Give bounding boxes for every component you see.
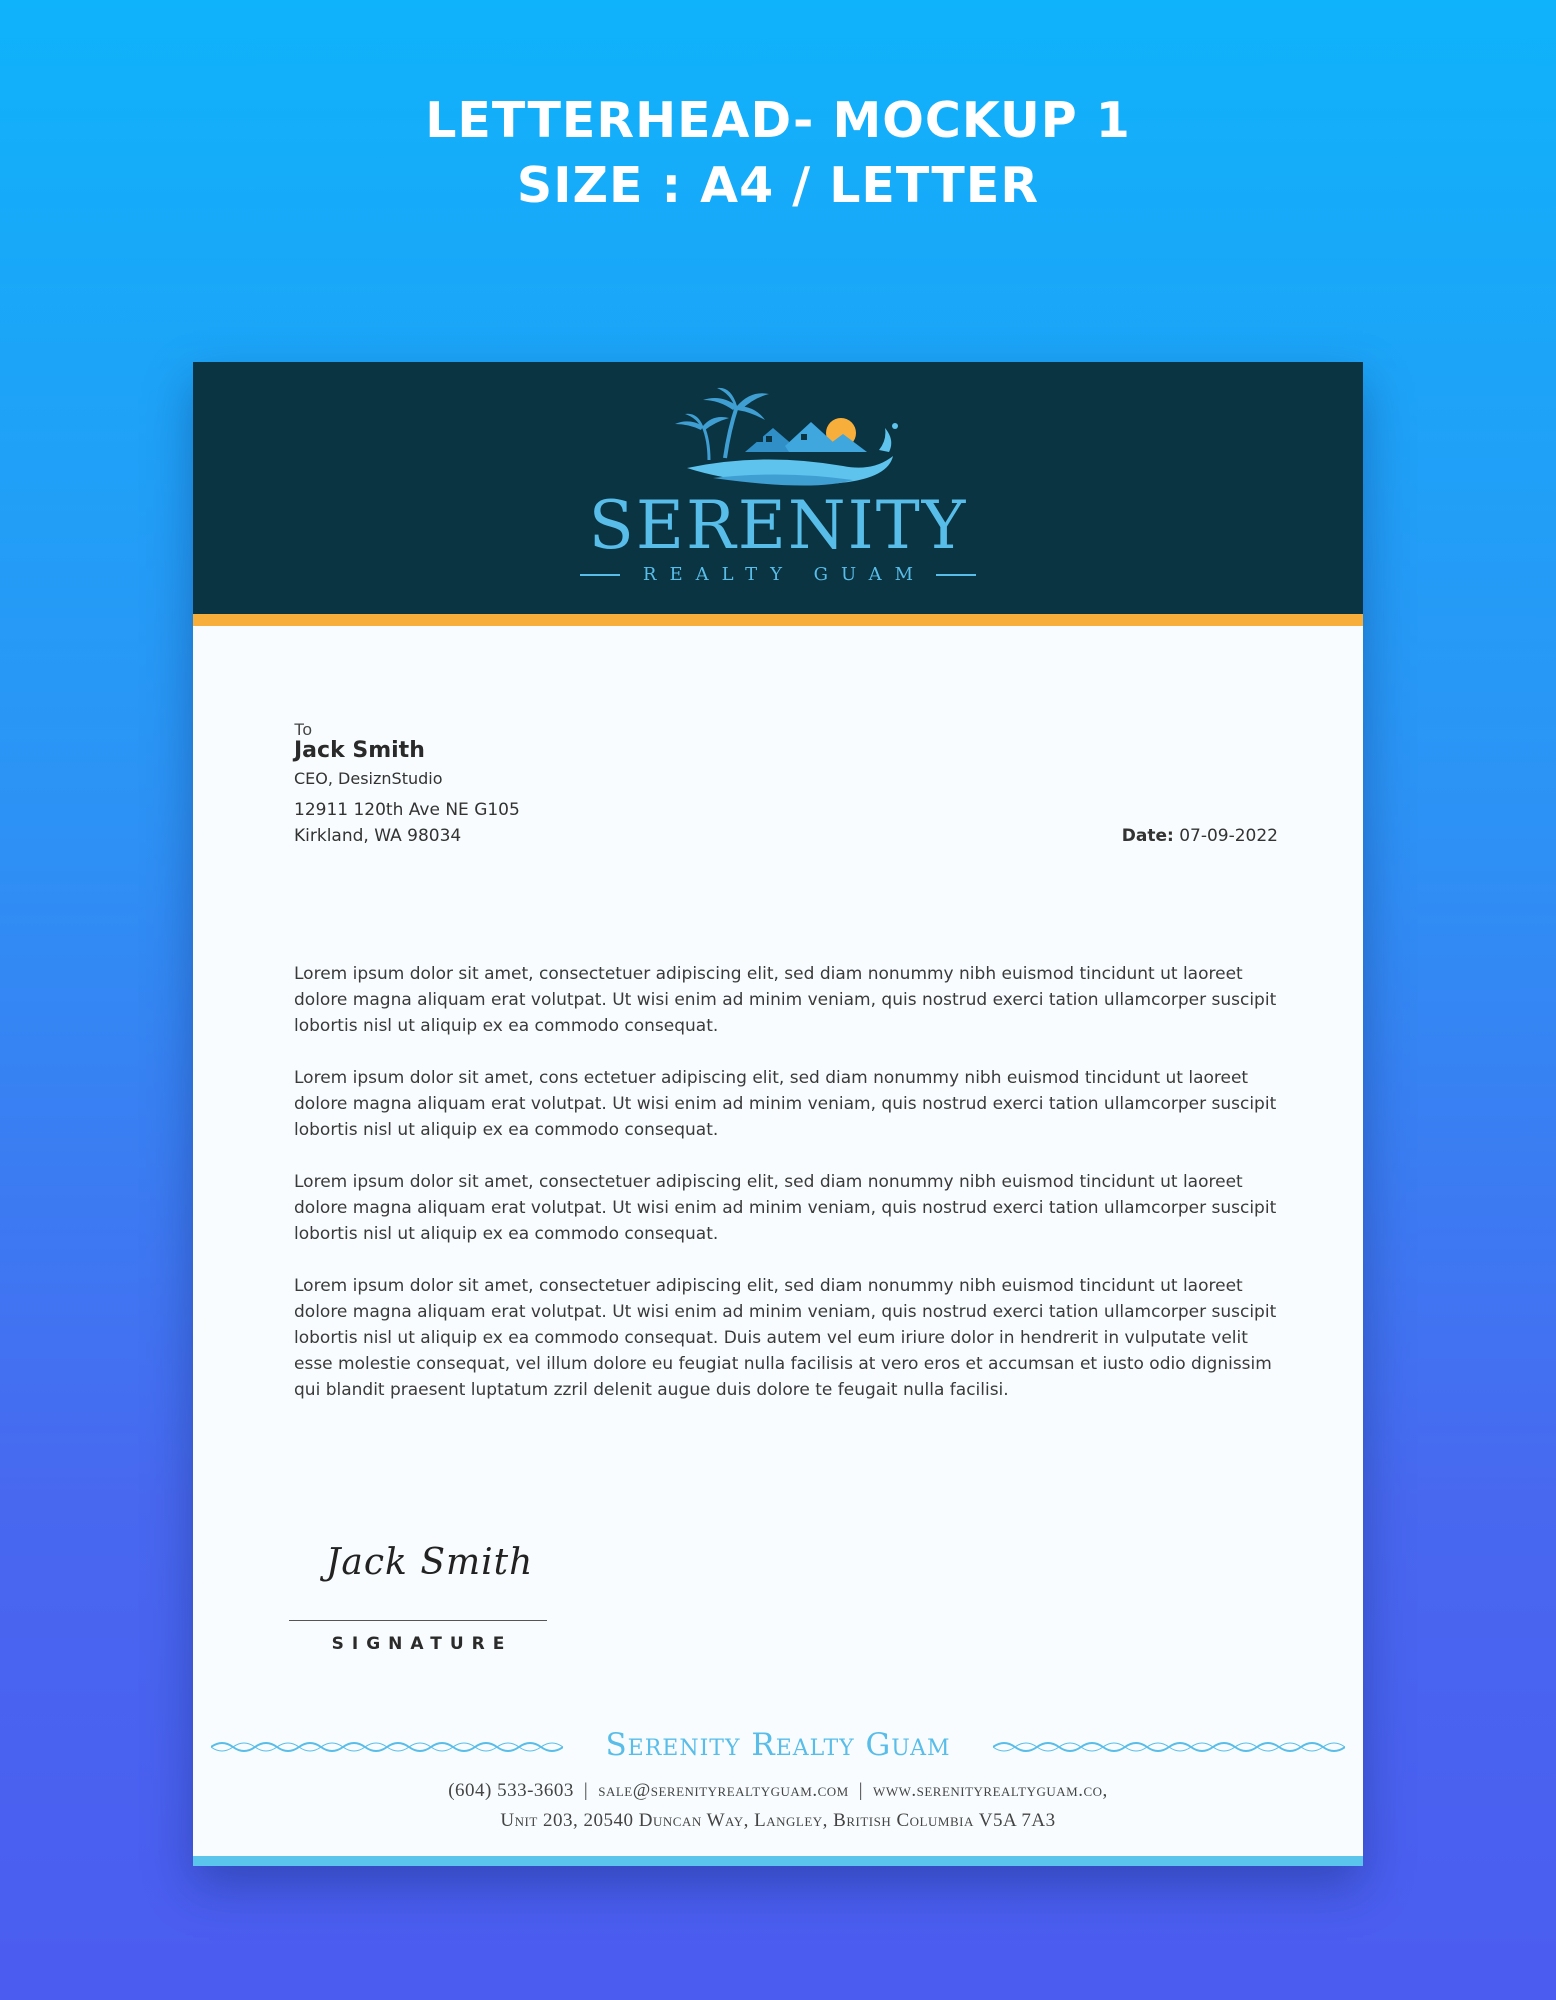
bottom-accent-stripe xyxy=(193,1856,1363,1866)
body-paragraph-1: Lorem ipsum dolor sit amet, consectetuer adipiscing elit, sed diam nonummy nibh euismod tincidunt ut laoreet dolore magna aliquam erat volutpat. Ut wisi enim ad minim veniam, quis nostrud exerci tation ullamcorper suscipit lobortis nisl ut aliquip ex ea commodo consequat. xyxy=(294,964,1277,1036)
palm-house-sun-wave-icon xyxy=(673,386,913,492)
headline-line-1: LETTERHEAD- MOCKUP 1 xyxy=(425,92,1131,149)
brand-rule-right xyxy=(936,574,976,576)
footer-brand: Serenity Realty Guam xyxy=(605,1727,951,1763)
recipient-address-line-2: Kirkland, WA 98034 xyxy=(294,826,462,846)
footer-website[interactable]: www.serenityrealtyguam.co, xyxy=(873,1780,1108,1801)
body-paragraph-2: Lorem ipsum dolor sit amet, cons ectetuer adipiscing elit, sed diam nonummy nibh euismod tincidunt ut laoreet dolore magna aliquam erat volutpat. Ut wisi enim ad minim veniam, quis nostrud exerci tation ullamcorper suscipit lobortis nisl ut aliquip ex ea commodo consequat. xyxy=(294,1068,1277,1140)
handwritten-signature: Jack Smith xyxy=(326,1542,534,1583)
headline-line-2: SIZE : A4 / LETTER xyxy=(516,157,1040,214)
recipient-title: CEO, DesiznStudio xyxy=(294,769,443,788)
brand-rule-left xyxy=(580,574,620,576)
footer-address: Unit 203, 20540 Duncan Way, Langley, British Columbia V5A 7A3 xyxy=(500,1810,1056,1831)
signature-line xyxy=(289,1620,547,1621)
body-paragraph-3: Lorem ipsum dolor sit amet, consectetuer adipiscing elit, sed diam nonummy nibh euismod tincidunt ut laoreet dolore magna aliquam erat volutpat. Ut wisi enim ad minim veniam, quis nostrud exerci tation ullamcorper suscipit lobortis nisl ut aliquip ex ea commodo consequat. xyxy=(294,1172,1277,1244)
ornament-right-icon xyxy=(993,1739,1345,1755)
date-value: 07-09-2022 xyxy=(1179,826,1278,846)
footer-separator: | xyxy=(858,1780,864,1801)
footer-contacts xyxy=(193,1780,1363,1802)
footer-phone: (604) 533-3603 xyxy=(448,1780,574,1801)
letter-date xyxy=(1122,826,1278,846)
recipient-address-line-1: 12911 120th Ave NE G105 xyxy=(294,800,520,820)
footer-separator: | xyxy=(583,1780,589,1801)
body-paragraph-4: Lorem ipsum dolor sit amet, consectetuer adipiscing elit, sed diam nonummy nibh euismod tincidunt ut laoreet dolore magna aliquam erat volutpat. Ut wisi enim ad minim veniam, quis nostrud exerci tation ullamcorper suscipit lobortis nisl ut aliquip ex ea commodo consequat. Duis autem vel eum iriure dolor in hendrerit in vulputate velit esse molestie consequat, vel illum dolore eu feugiat nulla facilisis at vero eros et accumsan et iusto odio dignissim qui blandit praesent luptatum zzril delenit augue duis dolore te feugait nulla facilisi. xyxy=(294,1276,1277,1400)
letterhead-sheet xyxy=(193,362,1363,1866)
footer-email[interactable]: sale@serenityrealtyguam.com xyxy=(598,1780,849,1801)
brand-subtitle xyxy=(193,564,1363,585)
brand-name: SERENITY xyxy=(588,487,968,564)
brand-subtitle-text: REALTY GUAM xyxy=(642,564,927,585)
banner-accent-stripe xyxy=(193,614,1363,626)
to-label: To xyxy=(294,720,312,739)
signature-label: SIGNATURE xyxy=(331,1634,513,1654)
date-label: Date: xyxy=(1121,826,1174,846)
recipient-name: Jack Smith xyxy=(294,738,425,763)
footer-brand-row xyxy=(193,1727,1363,1767)
letterhead-banner xyxy=(193,362,1363,614)
